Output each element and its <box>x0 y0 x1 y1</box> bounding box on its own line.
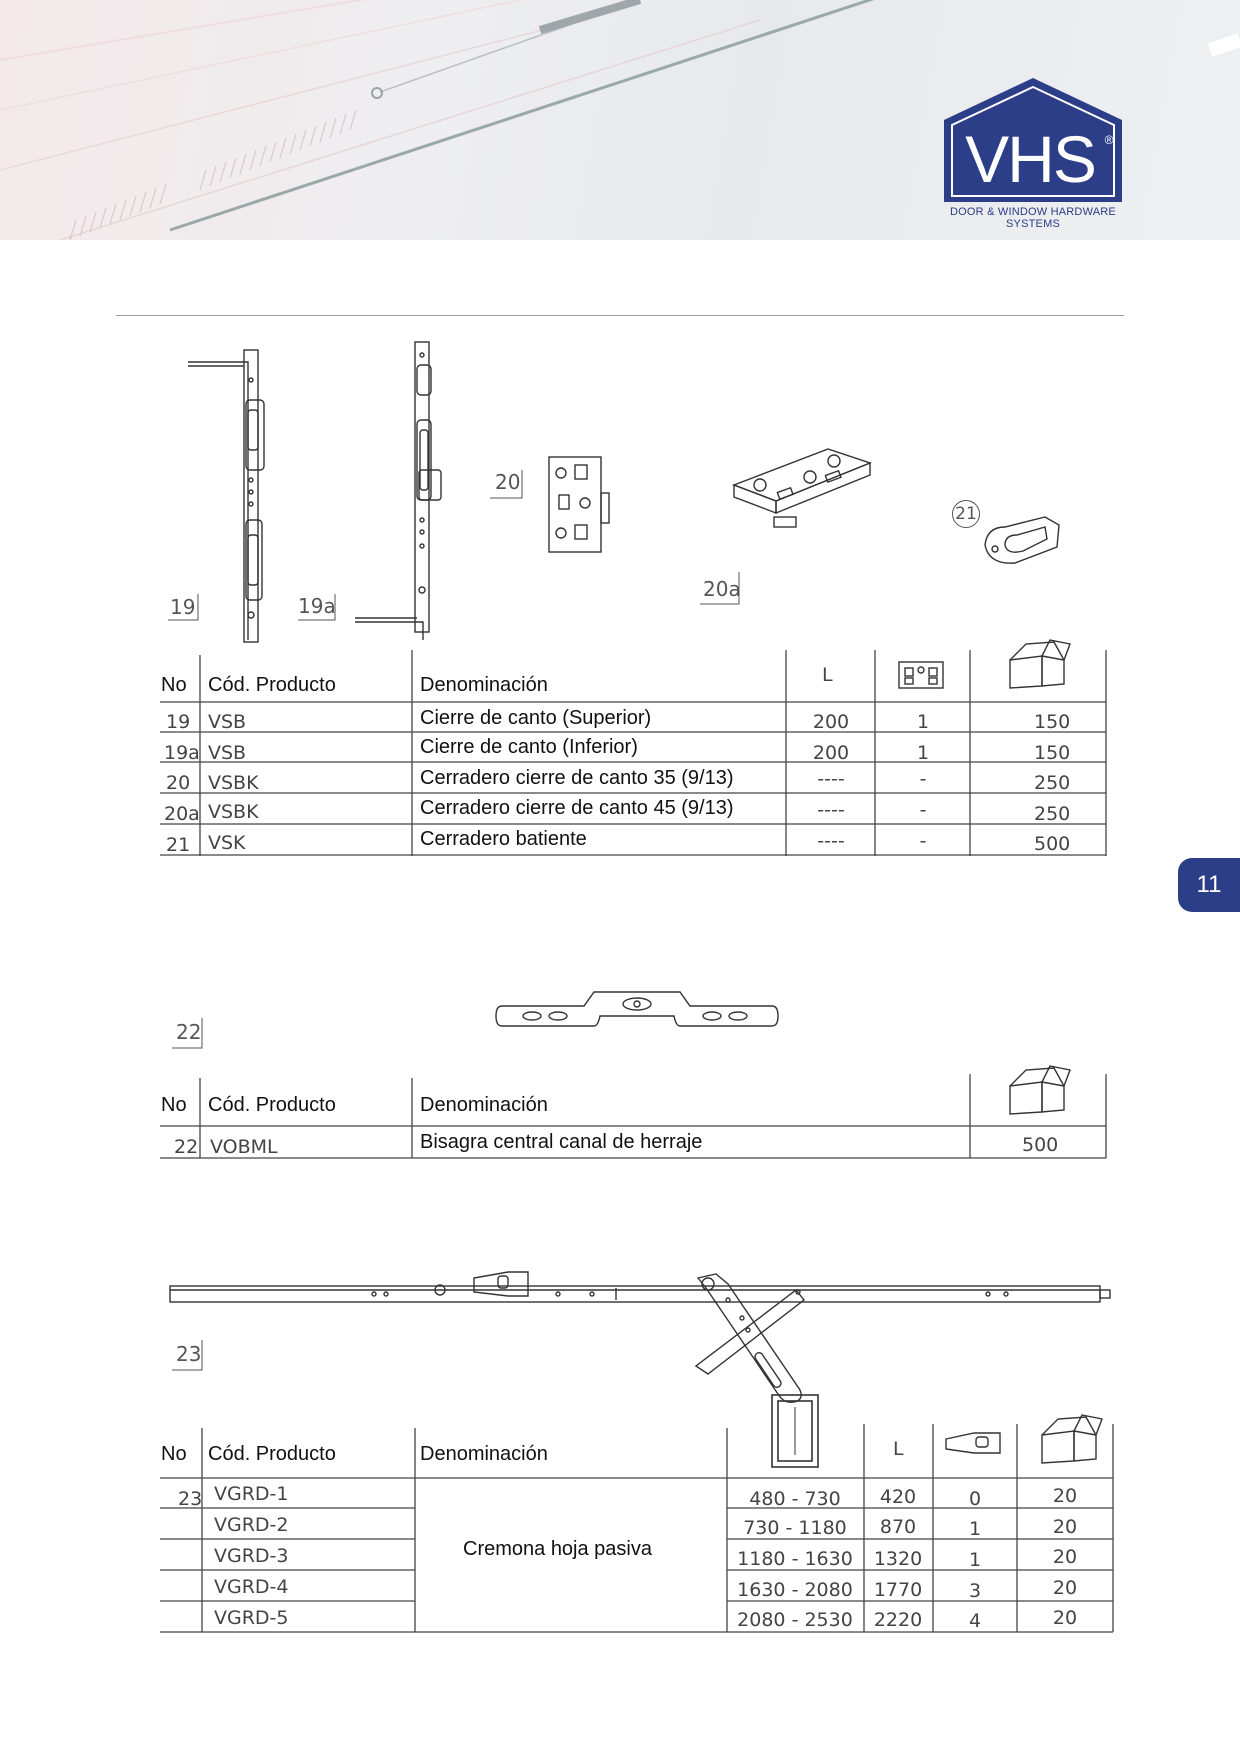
table3-cell-range: 2080 - 2530 <box>737 1609 853 1631</box>
table1-cell-no: 21 <box>166 834 191 856</box>
table1-cell-pack: 500 <box>1034 833 1071 855</box>
table3-cell-qty: 1 <box>968 1518 982 1540</box>
table3-cell-range: 730 - 1180 <box>743 1517 847 1539</box>
table3-cell-pack: 20 <box>1052 1607 1078 1629</box>
table1-cell-qty: - <box>919 768 927 790</box>
logo-wordmark: VHS <box>965 122 1095 196</box>
table1-cell-pack: 150 <box>1034 742 1071 764</box>
table1-cell-length: ---- <box>817 830 845 852</box>
table3-cell-pack: 20 <box>1052 1485 1078 1507</box>
table1-cell-code: VSBK <box>208 801 259 823</box>
table3-header-box-icon <box>1034 1413 1106 1465</box>
table1-header-name: Denominación <box>420 674 548 696</box>
table3-cell-qty: 3 <box>968 1580 982 1602</box>
table1-cell-code: VSBK <box>208 772 259 794</box>
table3-cell-code: VGRD-4 <box>214 1576 289 1598</box>
table3-cell-name: Cremona hoja pasiva <box>463 1538 652 1560</box>
table1-header-no: No <box>161 674 187 696</box>
table1-cell-code: VSK <box>208 832 246 854</box>
table2-header-name: Denominación <box>420 1094 548 1116</box>
table1-cell-name: Cierre de canto (Superior) <box>420 707 652 729</box>
table1-cell-code: VSB <box>208 711 247 733</box>
table1-cell-qty: - <box>919 799 927 821</box>
table2-header-no: No <box>161 1094 187 1116</box>
table1-cell-pack: 150 <box>1034 711 1071 733</box>
table1-header-code: Cód. Producto <box>208 674 336 696</box>
table1-cell-length: 200 <box>812 742 850 764</box>
table1-cell-no: 20 <box>166 772 191 794</box>
table1-cell-length: ---- <box>817 768 845 790</box>
table3-cell-no: 23 <box>178 1488 203 1510</box>
figure-label-19: 19 <box>170 595 196 619</box>
table2-cell-no: 22 <box>174 1136 199 1158</box>
table1-header-length: L <box>822 664 833 686</box>
table3-cell-length: 420 <box>879 1486 917 1508</box>
table1-cell-no: 20a <box>164 803 200 825</box>
table3-cell-range: 1630 - 2080 <box>737 1579 853 1601</box>
table3-header-keeper-icon <box>944 1429 1006 1459</box>
table3-cell-code: VGRD-2 <box>214 1514 289 1536</box>
table1-cell-no: 19 <box>166 711 191 733</box>
table1-cell-pack: 250 <box>1034 803 1071 825</box>
table1-cell-length: ---- <box>817 799 845 821</box>
figure-label-20a: 20a <box>703 577 741 601</box>
table3-cell-pack: 20 <box>1052 1516 1078 1538</box>
table1-cell-name: Cerradero batiente <box>420 828 587 850</box>
table1-cell-length: 200 <box>812 711 850 733</box>
table1-cell-qty: 1 <box>916 742 930 764</box>
table3-header-length: L <box>893 1438 904 1460</box>
table3-cell-pack: 20 <box>1052 1546 1078 1568</box>
figure-label-23: 23 <box>176 1342 202 1366</box>
table3-cell-code: VGRD-5 <box>214 1607 289 1629</box>
table3-header-no: No <box>161 1443 187 1465</box>
table3-cell-range: 480 - 730 <box>749 1488 841 1510</box>
table3-cell-length: 1770 <box>873 1579 923 1601</box>
table1-cell-qty: - <box>919 830 927 852</box>
figure-label-21: 21 <box>952 500 980 528</box>
table1-cell-code: VSB <box>208 742 247 764</box>
table3-cell-length: 2220 <box>873 1609 923 1631</box>
table3-cell-qty: 4 <box>968 1610 982 1632</box>
table3-cell-length: 1320 <box>873 1548 923 1570</box>
table3-cell-length: 870 <box>879 1516 917 1538</box>
logo-registered-mark: ® <box>1104 133 1114 147</box>
table1-cell-name: Cerradero cierre de canto 45 (9/13) <box>420 797 734 819</box>
table3-header-code: Cód. Producto <box>208 1443 336 1465</box>
table3-header-sash-icon <box>770 1393 820 1469</box>
table3-cell-pack: 20 <box>1052 1577 1078 1599</box>
table3-cell-range: 1180 - 1630 <box>737 1548 853 1570</box>
table3-cell-code: VGRD-1 <box>214 1483 289 1505</box>
table2-header-code: Cód. Producto <box>208 1094 336 1116</box>
figure-label-19a: 19a <box>298 594 336 618</box>
table2-cell-pack: 500 <box>1022 1134 1059 1156</box>
table1-cell-name: Cierre de canto (Inferior) <box>420 736 638 758</box>
table3-cell-qty: 1 <box>968 1549 982 1571</box>
table3-header-name: Denominación <box>420 1443 548 1465</box>
table3-cell-code: VGRD-3 <box>214 1545 289 1567</box>
logo-tagline: DOOR & WINDOW HARDWARE SYSTEMS <box>950 206 1116 230</box>
table1-cell-qty: 1 <box>916 711 930 733</box>
table1-cell-pack: 250 <box>1034 772 1071 794</box>
table1-cell-no: 19a <box>164 742 200 764</box>
table1-cell-name: Cerradero cierre de canto 35 (9/13) <box>420 767 734 789</box>
figure-label-20: 20 <box>495 470 521 494</box>
table3-cell-qty: 0 <box>968 1488 982 1510</box>
figure-label-22: 22 <box>176 1020 202 1044</box>
table2-cell-code: VOBML <box>210 1136 278 1158</box>
page-number-tab: 11 <box>1178 858 1240 912</box>
table2-cell-name: Bisagra central canal de herraje <box>420 1131 703 1153</box>
